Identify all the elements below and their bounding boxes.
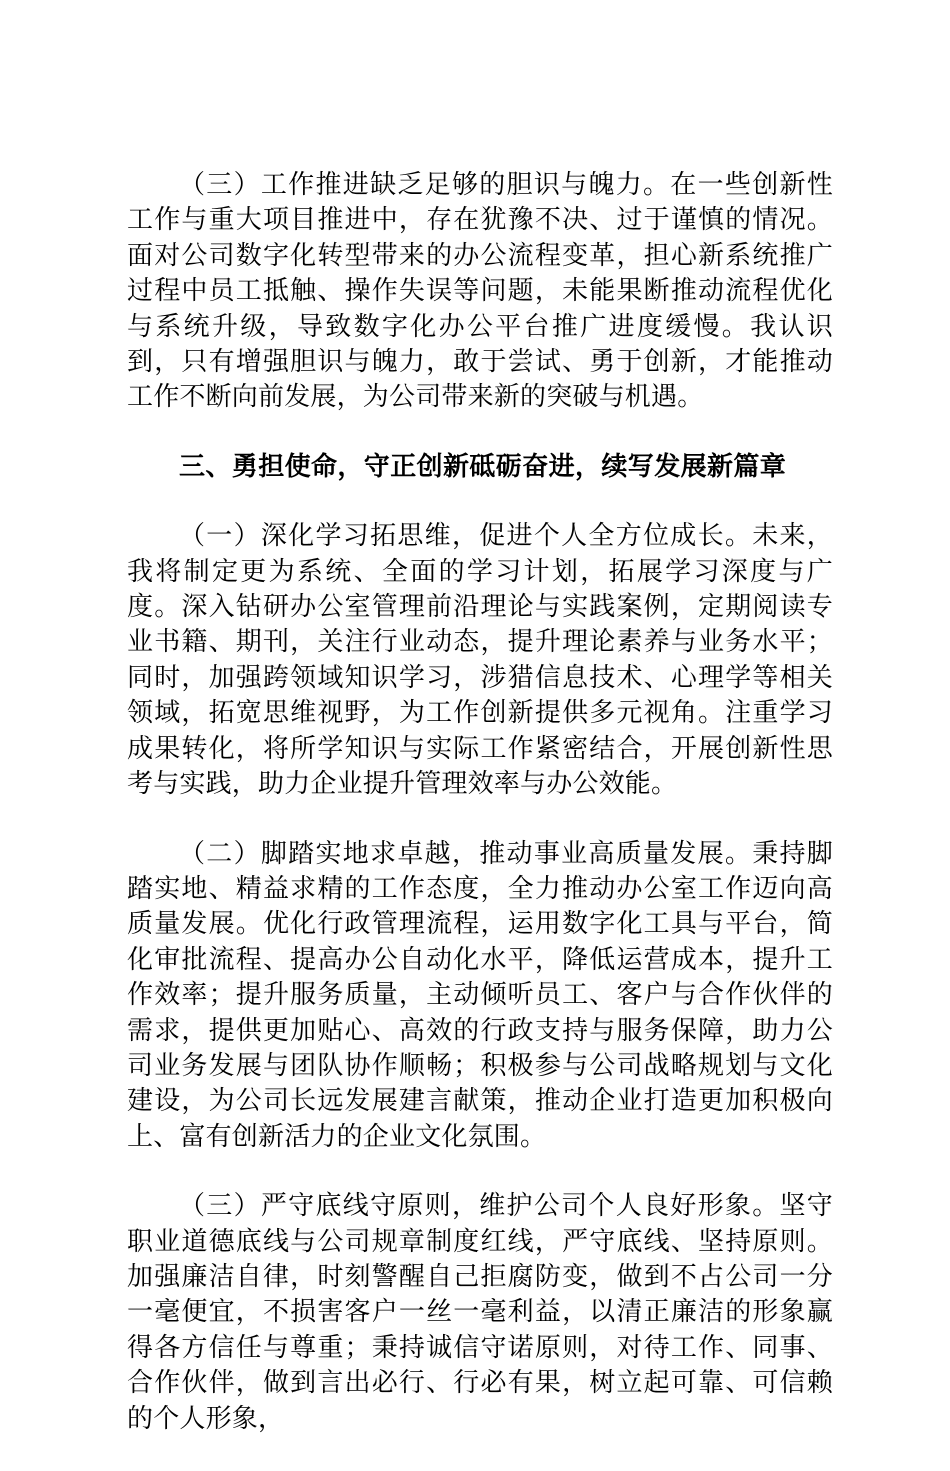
paragraph-keep-principles: （三）严守底线守原则，维护公司个人良好形象。坚守职业道德底线与公司规章制度红线，严守底线、坚持原则。加强廉洁自律，时刻警醒自己拒腐防变，做到不占公司一分一毫便宜，不损害客户一丝一毫利益，以清正廉洁的形象赢得各方信任与尊重；秉持诚信守诺原则，对待工作、同事、合作伙伴，做到言出必行、行必有果，树立起可靠、可信赖的个人形象， [127, 1191, 833, 1434]
paragraph-work-courage: （三）工作推进缺乏足够的胆识与魄力。在一些创新性工作与重大项目推进中，存在犹豫不决、过于谨慎的情况。面对公司数字化转型带来的办公流程变革，担心新系统推广过程中员工抵触、操作失误等问题，未能果断推动流程优化与系统升级，导致数字化办公平台推广进度缓慢。我认识到，只有增强胆识与魄力，敢于尝试、勇于创新，才能推动工作不断向前发展，为公司带来新的突破与机遇。 [127, 170, 833, 413]
paragraph-pursue-excellence: （二）脚踏实地求卓越，推动事业高质量发展。秉持脚踏实地、精益求精的工作态度，全力推动办公室工作迈向高质量发展。优化行政管理流程，运用数字化工具与平台，简化审批流程、提高办公自动化水平，降低运营成本，提升工作效率；提升服务质量，主动倾听员工、客户与合作伙伴的需求，提供更加贴心、高效的行政支持与服务保障，助力公司业务发展与团队协作顺畅；积极参与公司战略规划与文化建设，为公司长远发展建言献策，推动企业打造更加积极向上、富有创新活力的企业文化氛围。 [127, 838, 833, 1152]
document-body [127, 168, 833, 1471]
paragraph-deepen-learning: （一）深化学习拓思维，促进个人全方位成长。未来，我将制定更为系统、全面的学习计划，拓展学习深度与广度。深入钻研办公室管理前沿理论与实践案例，定期阅读专业书籍、期刊，关注行业动态，提升理论素养与业务水平；同时，加强跨领域知识学习，涉猎信息技术、心理学等相关领域，拓宽思维视野，为工作创新提供多元视角。注重学习成果转化，将所学知识与实际工作紧密结合，开展创新性思考与实践，助力企业提升管理效率与办公效能。 [127, 521, 833, 800]
section-heading-three: 三、勇担使命，守正创新砥砺奋进，续写发展新篇章 [179, 451, 787, 482]
